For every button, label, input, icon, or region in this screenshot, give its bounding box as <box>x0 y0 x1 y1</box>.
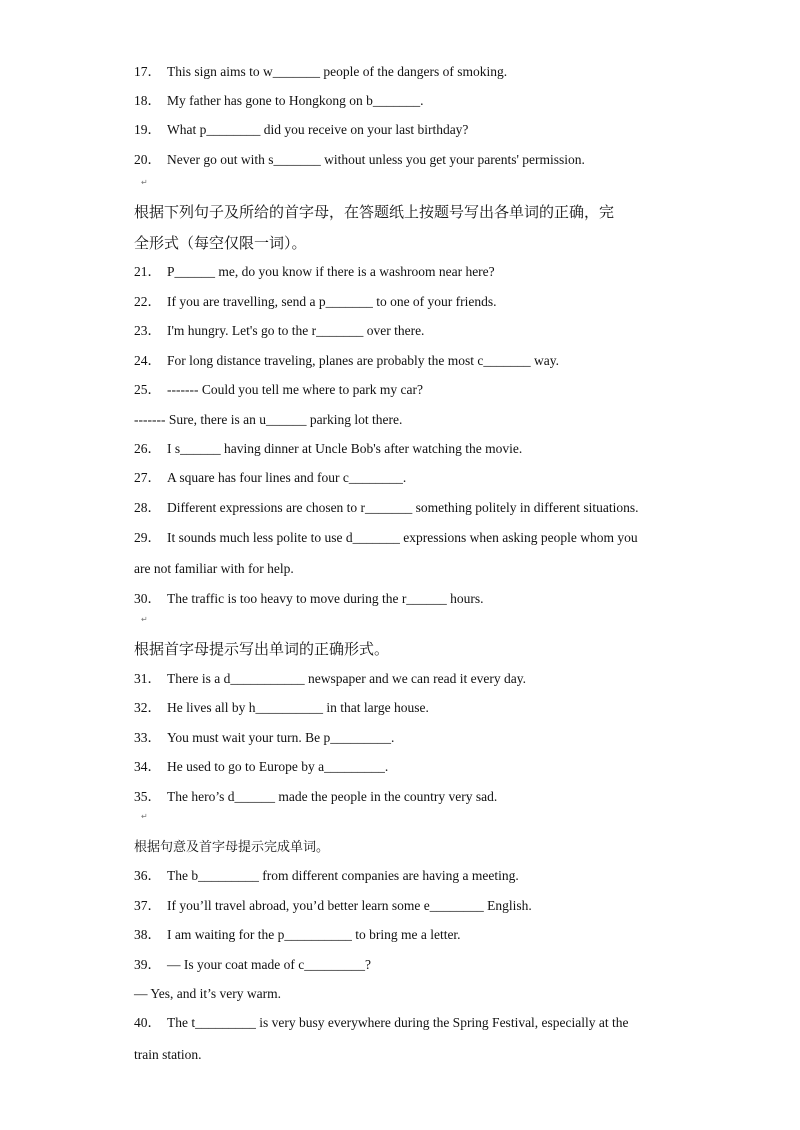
question-number: 22． <box>134 294 161 309</box>
question-25 <box>134 381 423 399</box>
section-heading: 根据句意及首字母提示完成单词。 <box>134 840 330 855</box>
section-heading-line1: 根据下列句子及所给的首字母，在答题纸上按题号写出各单词的正确，完 <box>134 203 615 221</box>
section-heading-line2: 全形式（每空仅限一词）。 <box>134 234 307 252</box>
question-text: If you’ll travel abroad, you’d better learn some e________ English. <box>167 898 532 913</box>
question-number: 30． <box>134 591 161 606</box>
question-number: 35． <box>134 789 161 804</box>
question-text: He used to go to Europe by a_________. <box>167 759 389 774</box>
question-text: Never go out with s_______ without unless you get your parents' permission. <box>167 152 585 167</box>
question-39-reply: — Yes, and it’s very warm. <box>134 986 281 1001</box>
question-28 <box>134 499 639 517</box>
question-number: 23． <box>134 323 161 338</box>
question-text: — Is your coat made of c_________? <box>167 957 371 972</box>
question-21 <box>134 263 495 281</box>
question-text: The traffic is too heavy to move during the r______ hours. <box>167 591 484 606</box>
question-30 <box>134 590 484 608</box>
question-number: 20． <box>134 152 161 167</box>
question-27 <box>134 469 406 487</box>
question-number: 17． <box>134 64 161 79</box>
question-number: 39． <box>134 957 161 972</box>
question-number: 32． <box>134 700 161 715</box>
question-text: This sign aims to w_______ people of the dangers of smoking. <box>167 64 508 79</box>
question-29-continued: are not familiar with for help. <box>134 561 294 576</box>
paragraph-mark: ↵ <box>141 178 148 187</box>
question-text: My father has gone to Hongkong on b_______. <box>167 93 424 108</box>
question-39 <box>134 956 371 974</box>
question-18 <box>134 92 423 110</box>
question-text: I'm hungry. Let's go to the r_______ over there. <box>167 323 425 338</box>
question-number: 27． <box>134 470 161 485</box>
question-40-continued: train station. <box>134 1047 202 1062</box>
question-text: P______ me, do you know if there is a washroom near here? <box>167 264 495 279</box>
question-number: 36． <box>134 868 161 883</box>
question-37 <box>134 897 532 915</box>
question-number: 38． <box>134 927 161 942</box>
section-heading: 根据首字母提示写出单词的正确形式。 <box>134 640 390 658</box>
question-26 <box>134 440 522 458</box>
question-17 <box>134 63 507 81</box>
question-text: The hero’s d______ made the people in the country very sad. <box>167 789 498 804</box>
question-34 <box>134 758 388 776</box>
question-number: 28． <box>134 500 161 515</box>
question-text: The t_________ is very busy everywhere during the Spring Festival, especially at the <box>167 1015 629 1030</box>
question-text: He lives all by h__________ in that large house. <box>167 700 429 715</box>
paragraph-mark: ↵ <box>141 812 148 821</box>
question-number: 37． <box>134 898 161 913</box>
question-text: A square has four lines and four c________. <box>167 470 407 485</box>
question-36 <box>134 867 519 885</box>
question-number: 21． <box>134 264 161 279</box>
question-text: For long distance traveling, planes are probably the most c_______ way. <box>167 353 560 368</box>
question-number: 24． <box>134 353 161 368</box>
question-text: If you are travelling, send a p_______ to one of your friends. <box>167 294 497 309</box>
question-38 <box>134 926 461 944</box>
question-text: The b_________ from different companies are having a meeting. <box>167 868 519 883</box>
question-number: 31． <box>134 671 161 686</box>
question-text: You must wait your turn. Be p_________. <box>167 730 395 745</box>
question-text: It sounds much less polite to use d_______ expressions when asking people whom you <box>167 530 638 545</box>
question-number: 18． <box>134 93 161 108</box>
question-text: What p________ did you receive on your last birthday? <box>167 122 469 137</box>
question-number: 26． <box>134 441 161 456</box>
question-text: ------- Could you tell me where to park my car? <box>167 382 424 397</box>
question-19 <box>134 121 468 139</box>
question-32 <box>134 699 429 717</box>
paragraph-mark: ↵ <box>141 615 148 624</box>
question-text: There is a d___________ newspaper and we can read it every day. <box>167 671 526 686</box>
question-40 <box>134 1014 629 1032</box>
question-number: 34． <box>134 759 161 774</box>
question-22 <box>134 293 497 311</box>
question-31 <box>134 670 526 688</box>
question-24 <box>134 352 559 370</box>
question-20 <box>134 151 585 169</box>
question-29 <box>134 529 638 547</box>
question-number: 19． <box>134 122 161 137</box>
question-number: 25． <box>134 382 161 397</box>
question-35 <box>134 788 497 806</box>
question-text: I s______ having dinner at Uncle Bob's after watching the movie. <box>167 441 523 456</box>
question-number: 29． <box>134 530 161 545</box>
question-text: I am waiting for the p__________ to bring me a letter. <box>167 927 461 942</box>
question-text: Different expressions are chosen to r_______ something politely in different situations. <box>167 500 639 515</box>
question-number: 40． <box>134 1015 161 1030</box>
question-number: 33． <box>134 730 161 745</box>
question-33 <box>134 729 394 747</box>
question-25-reply: ------- Sure, there is an u______ parking lot there. <box>134 412 403 427</box>
question-23 <box>134 322 424 340</box>
